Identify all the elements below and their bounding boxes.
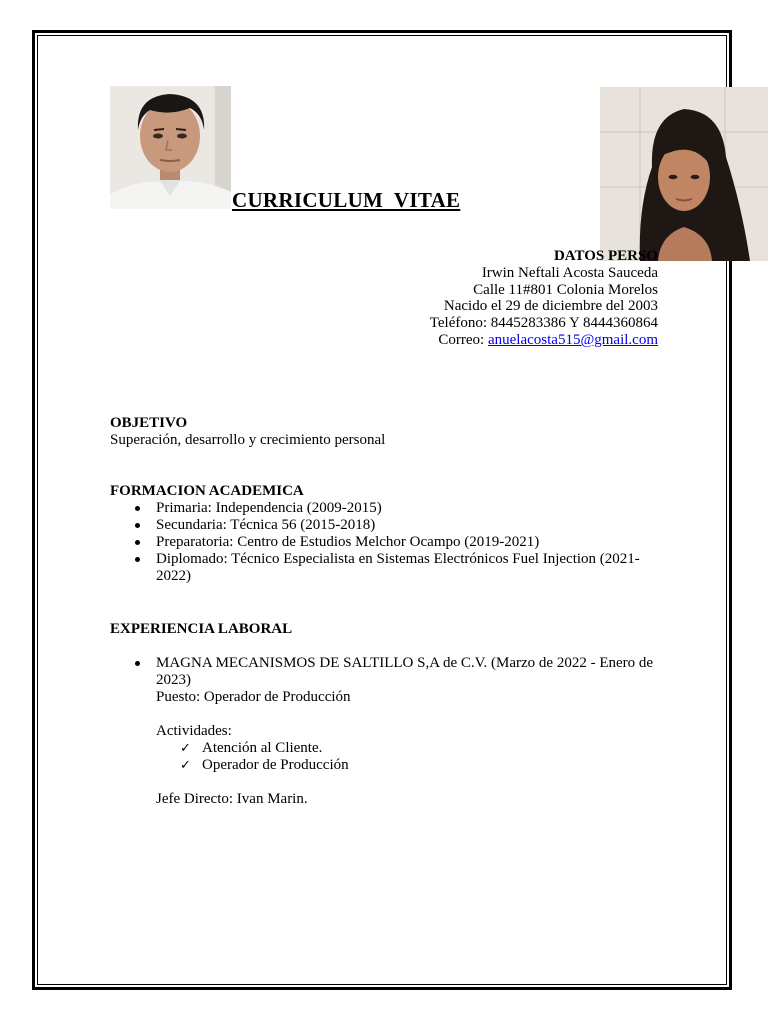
activity-text: Atención al Cliente.	[202, 740, 323, 756]
personal-email-line	[430, 332, 658, 349]
education-item: Secundaria: Técnica 56 (2015-2018)	[156, 517, 658, 534]
personal-birth: Nacido el 29 de diciembre del 2003	[443, 298, 658, 315]
personal-data-block	[430, 248, 658, 349]
education-list	[110, 500, 658, 585]
experience-heading: EXPERIENCIA LABORAL	[110, 621, 293, 637]
personal-data-heading: DATOS PERSO	[553, 248, 658, 264]
education-heading: FORMACION ACADEMICA	[110, 483, 304, 499]
experience-item	[156, 655, 658, 706]
portrait-male-image	[110, 86, 231, 209]
activities-label: Actividades:	[156, 723, 232, 739]
email-label: Correo:	[438, 331, 488, 348]
activity-text: Operador de Producción	[202, 757, 349, 773]
email-link[interactable]: anuelacosta515@gmail.com	[487, 331, 658, 348]
experience-list	[110, 655, 658, 706]
education-item: Primaria: Independencia (2009-2015)	[156, 500, 658, 517]
activities-block	[110, 723, 658, 808]
objective-section	[110, 415, 658, 449]
boss-text: Jefe Directo: Ivan Marin.	[156, 791, 308, 807]
personal-address: Calle 11#801 Colonia Morelos	[473, 281, 658, 298]
education-item: Preparatoria: Centro de Estudios Melchor Ocampo (2019-2021)	[156, 534, 658, 551]
position-text: Puesto: Operador de Producción	[156, 689, 351, 705]
activities-list	[156, 740, 658, 774]
portrait-female-image	[600, 87, 768, 261]
education-section	[110, 483, 658, 585]
personal-phone: Teléfono: 8445283386 Y 8444360864	[429, 315, 658, 332]
checkmark-icon: ✓	[180, 741, 191, 756]
activity-item	[180, 740, 658, 757]
objective-text: Superación, desarrollo y crecimiento personal	[110, 432, 386, 448]
checkmark-icon: ✓	[180, 758, 191, 773]
objective-heading: OBJETIVO	[110, 415, 188, 431]
education-item: Diplomado: Técnico Especialista en Sistemas Electrónicos Fuel Injection (2021-2022)	[156, 551, 658, 585]
profile-photo-left	[110, 86, 231, 209]
document-title: CURRICULUM VITAE	[232, 188, 461, 212]
experience-section	[110, 621, 658, 808]
company-text: MAGNA MECANISMOS DE SALTILLO S,A de C.V. (Marzo de 2022 - Enero de 2023)	[156, 655, 654, 688]
activity-item	[180, 757, 658, 774]
profile-photo-right	[600, 87, 768, 261]
personal-name: Irwin Neftali Acosta Sauceda	[481, 264, 658, 281]
